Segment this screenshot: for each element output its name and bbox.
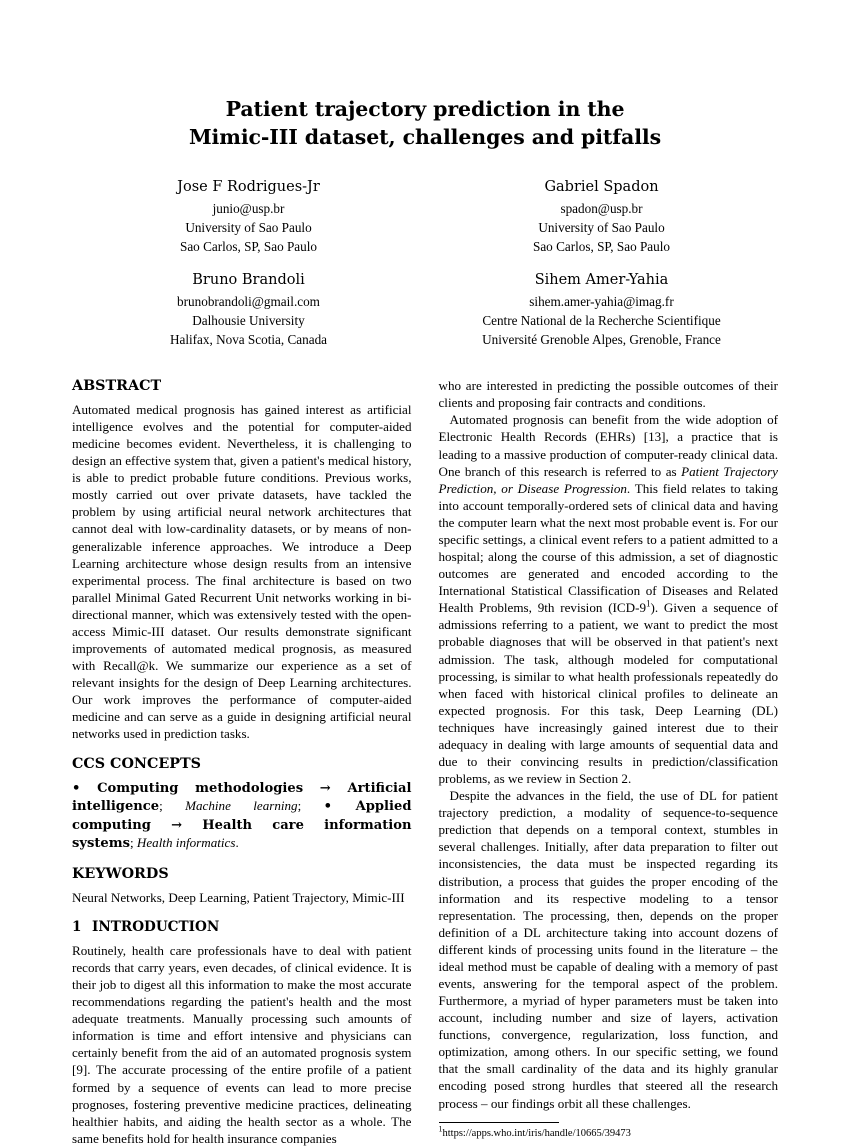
introduction-paragraph-1-continued: who are interested in predicting the possible outcomes of their clients and proposing fair contracts and conditions. (438, 378, 778, 411)
page-title (72, 96, 778, 151)
author-name: Bruno Brandoli (192, 272, 305, 289)
author-name: Gabriel Spadon (544, 179, 659, 196)
author-affiliation: University of Sao Paulo (185, 219, 312, 235)
author-name: Jose F Rodrigues-Jr (177, 179, 320, 196)
author-list (72, 177, 778, 363)
keywords-heading: KEYWORDS (72, 866, 169, 883)
author-block (72, 270, 425, 349)
author-location: Sao Carlos, SP, Sao Paulo (532, 238, 671, 254)
ccs-bullet-2-italic: Health informatics (136, 834, 236, 850)
introduction-title: INTRODUCTION (92, 919, 220, 936)
intro-p2-part-c: ). Given a sequence of admissions referring to a patient, we want to predict the most probable diagnoses that will be observed in that patient's next admission. The task, although modeled for computational processing, is similar to what health professionals repeatedly do when faced with historical clinical profiles to delineate an expected prognosis. For this task, Deep Learning (DL) techniques have increasingly gained interest due to their adequacy in dealing with large amounts of sequential data and due to their convincing results in prediction/classification problems, as we review in Section 2. (438, 600, 778, 787)
right-column (439, 377, 779, 1147)
author-name: Sihem Amer-Yahia (534, 272, 669, 289)
footnote-url: https://apps.who.int/iris/handle/10665/39473 (442, 1127, 631, 1139)
author-email: junio@usp.br (212, 201, 285, 217)
author-email: sihem.amer-yahia@imag.fr (529, 294, 674, 310)
title-line-1: Patient trajectory prediction in the (225, 97, 625, 121)
ccs-concepts-heading: CCS CONCEPTS (72, 756, 201, 773)
author-location: Sao Carlos, SP, Sao Paulo (179, 238, 318, 254)
introduction-paragraph-1: Routinely, health care professionals have to deal with patient records that carry years, even decades, of clinical evidence. It is their job to digest all this information to make the most accurate recommendations regarding the patient's health and the most adequate treatments. Manually processing such amounts of information is time and effort intensive and physicians can certainly benefit from the aid of an automated prognosis system [9]. The accurate processing of the entire profile of a patient formed by a sequence of events can lead to more precise prognoses, fostering preventive medicine practices, delineating healthier habits, and aiding the health sector as a whole. The same benefits hold for health insurance companies (72, 942, 412, 1146)
author-block (425, 270, 778, 349)
author-location: Université Grenoble Alpes, Grenoble, France (482, 331, 721, 347)
author-email: brunobrandoli@gmail.com (177, 294, 320, 310)
introduction-number: 1 (72, 919, 82, 936)
title-line-2: Mimic-III dataset, challenges and pitfalls (188, 124, 662, 149)
footnote-reference: 1 (646, 598, 651, 609)
ccs-bullet-1-italic: Machine learning (185, 798, 298, 814)
author-location: Halifax, Nova Scotia, Canada (169, 331, 328, 347)
ccs-bullet-1: • Computing methodologies → Artificial intelligence (72, 781, 412, 815)
two-column-body (72, 377, 778, 1147)
footnote (438, 1124, 779, 1141)
ccs-concepts-text: • Computing methodologies → Artificial intelligence; Machine learning; • Applied computing → Health care information systems; Health informatics. (72, 781, 412, 851)
author-email: spadon@usp.br (560, 201, 643, 217)
intro-p2-part-b: . This field relates to taking into account temporally-ordered sets of clinical data and having the computer learn what the next most probable event is. For our specific settings, a clinical event refers to a patient admitted to a hospital; along the course of this admission, a set of diagnostic outcomes are generated and encoded according to the International Statistical Classification of Diseases and Related Health Problems, 9th revision (ICD-9 (438, 480, 778, 616)
ccs-bullet-2: • Applied computing → Health care information systems (72, 799, 412, 851)
abstract-heading: ABSTRACT (72, 378, 162, 395)
author-affiliation: Dalhousie University (192, 312, 305, 328)
left-column (72, 377, 412, 1147)
footnote-divider (439, 1122, 559, 1123)
introduction-paragraph-2 (439, 411, 779, 787)
author-block (425, 177, 778, 256)
author-block (72, 177, 425, 256)
footnote-number: 1 (438, 1124, 443, 1134)
paper-content (72, 96, 778, 1147)
introduction-heading (72, 919, 412, 937)
intro-p2-part-a: Automated prognosis can benefit from the wide adoption of Electronic Health Records (EHRs) [13], a practice that is leading to a massive production of computer-ready clinical data. One branch of this research is referred to as (438, 412, 778, 479)
intro-p2-italic: Patient Trajectory Prediction, or Disease Progression (438, 463, 778, 496)
abstract-text: Automated medical prognosis has gained interest as artificial intelligence evolves and the potential for computer-aided medicine becomes evident. Nevertheless, it is challenging to design an effective system that, given a patient's medical history, is able to predict probable future conditions. Previous works, mostly carried out over private datasets, have tackled the problem by using artificial neural network architectures that cannot deal with low-cardinality datasets, or by means of non-generalizable inference approaches. We introduce a Deep Learning architecture whose design results from an intensive experimental process. The final architecture is based on two parallel Minimal Gated Recurrent Unit networks working in bi-directional manner, which was extensively tested with the open-access Mimic-III dataset. Our results demonstrate significant improvements of automated medical prognosis, as measured with Recall@k. We summarize our experience as a set of relevant insights for the design of Deep Learning architectures. Our work improves the performance of computer-aided medicine and can serve as a guide in designing artificial neural networks used in prediction tasks. (72, 401, 412, 742)
author-affiliation: Centre National de la Recherche Scientifique (482, 312, 721, 328)
keywords-text: Neural Networks, Deep Learning, Patient Trajectory, Mimic-III (72, 889, 405, 905)
author-affiliation: University of Sao Paulo (538, 219, 665, 235)
introduction-paragraph-3: Despite the advances in the field, the use of DL for patient trajectory prediction, a modality of sequence-to-sequence prediction that depends on a temporal context, stumbles in several challenges. Initially, after data preparation to filter out inconsistencies, the data must be inspected regarding its distribution, a process that guides the proper encoding of the information and its respective modeling to a tensor representation. The processing, then, depends on the proper definition of a DL architecture taking into account dozens of different kinds of processing units found in the literature – the ideal method must be capable of dealing with a memory of past events, answering for the temporal aspect of the problem. Furthermore, a myriad of hyper parameters must be taken into account, including number and size of layers, activation functions, convergence, regularization, loss function, and optimization, among others. In our specific setting, we found that the small cardinality of the data and its highly granular encoding posed strong hurdles that steered all the research process – our findings orbit all these challenges. (438, 788, 778, 1111)
